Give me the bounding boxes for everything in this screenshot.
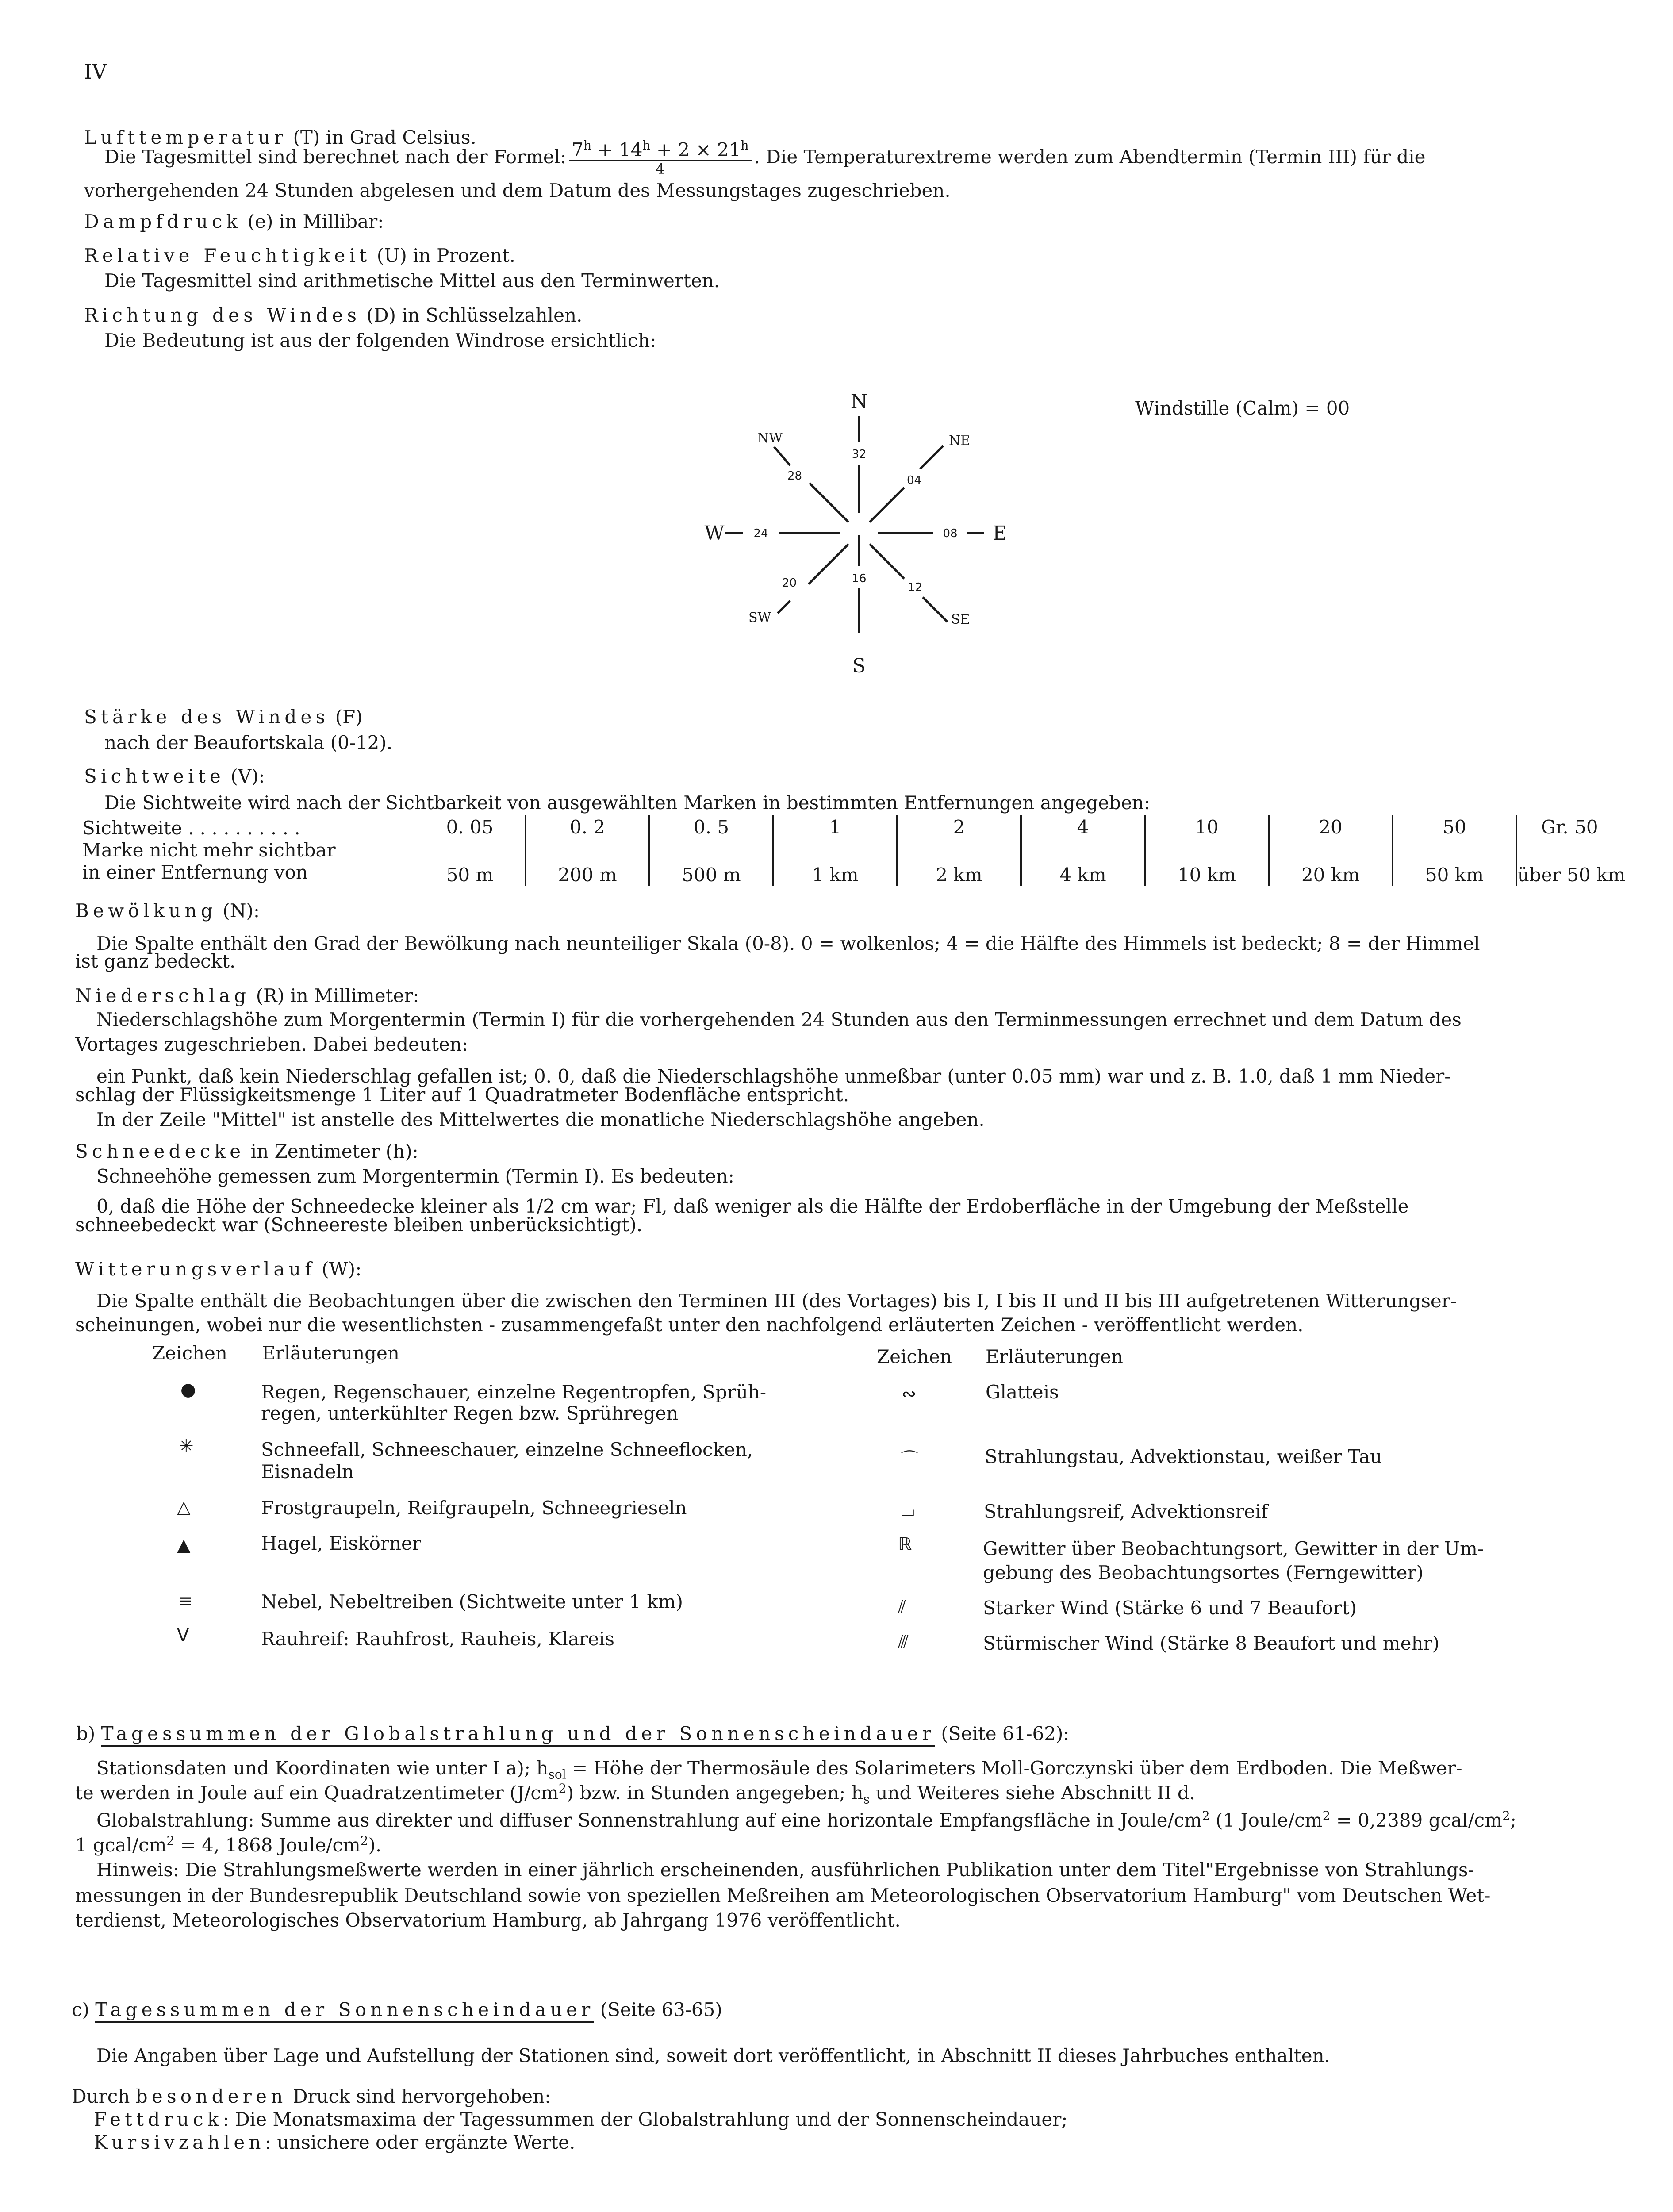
visibility-label-mark: Marke nicht mehr sichtbar	[82, 839, 336, 861]
rose-code-12: 12	[908, 581, 923, 594]
wind-direction-heading: Richtung des Windes (D) in Schlüsselzahlen.	[84, 304, 583, 326]
weather-left-col-expl: Erläuterungen	[262, 1342, 399, 1364]
snow-line3: schneebedeckt war (Schneereste bleiben unberücksichtigt).	[75, 1214, 643, 1236]
section-b-line2: te werden in Joule auf ein Quadratzentimeter $(J/cm^2)$ bzw. in Stunden angegeben; $h_s$ und Weiteres siehe Abschnitt II d.	[75, 1781, 1196, 1807]
thunderstorm-icon: ℝ	[898, 1534, 912, 1555]
precipitation-line1: Niederschlagshöhe zum Morgentermin (Termin I) für die vorhergehenden 24 Stunden aus den Terminmessungen errechnet und dem Datum des	[96, 1009, 1462, 1030]
precipitation-heading: Niederschlag (R) in Millimeter:	[75, 985, 419, 1006]
weather-line1: Die Spalte enthält die Beobachtungen über die zwischen den Terminen III (des Vortages) bis I, I bis II und II bis III aufgetretenen Witterungser-	[96, 1290, 1457, 1312]
wind-direction-line1: Die Bedeutung ist aus der folgenden Windrose ersichtlich:	[104, 330, 656, 351]
section-b-line5: Hinweis: Die Strahlungsmeßwerte werden in einer jährlich erscheinenden, ausführlichen Publikation unter dem Titel"Ergebnisse von Strahlungs-	[96, 1859, 1474, 1881]
cloud-line1: Die Spalte enthält den Grad der Bewölkung nach neunteiliger Skala (0-8). 0 = wolkenlos; 4 = die Hälfte des Himmels ist bedeckt; 8 = der Himmel	[96, 933, 1480, 954]
wind-rose-diagram	[690, 385, 1017, 686]
rose-code-04: 04	[907, 474, 922, 487]
wind-force-line1: nach der Beaufortskala (0-12).	[104, 732, 393, 753]
rose-label-n: N	[850, 390, 868, 413]
precipitation-line4: schlag der Flüssigkeitsmenge 1 Liter auf 1 Quadratmeter Bodenfläche entspricht.	[75, 1084, 849, 1106]
section-b-line7: terdienst, Meteorologisches Observatorium Hamburg, ab Jahrgang 1976 veröffentlicht.	[75, 1909, 901, 1931]
weather-right-col-expl: Erläuterungen	[986, 1346, 1123, 1367]
visibility-col: 4 4 km	[1059, 816, 1106, 886]
hoarfrost-icon: ⌴	[901, 1500, 915, 1520]
rose-label-se: SE	[951, 612, 970, 627]
highlight-italic: Kursivzahlen: unsichere oder ergänzte Werte.	[94, 2131, 576, 2153]
cloud-heading: Bewölkung (N):	[75, 900, 260, 922]
temperature-line2: vorhergehenden 24 Stunden abgelesen und dem Datum des Messungstages zugeschrieben.	[84, 180, 951, 201]
legend-dew-text: Strahlungstau, Advektionstau, weißer Tau	[985, 1446, 1382, 1467]
visibility-col: 20 20 km	[1301, 816, 1360, 886]
temperature-formula-line: Die Tagesmittel sind berechnet nach der Formel: $\frac{7^h + 14^h + 2 \times 21^h}{4}$ . Die Temperaturextreme werden zum Abendtermin (Termin III) für die	[104, 138, 1426, 178]
weather-right-col-sign: Zeichen	[877, 1346, 952, 1367]
vapour-heading: Dampfdruck (e) in Millibar:	[84, 211, 384, 232]
weather-left-col-sign: Zeichen	[152, 1342, 227, 1364]
open-triangle-icon: △	[177, 1497, 191, 1517]
legend-stormywind-text: Stürmischer Wind (Stärke 8 Beaufort und mehr)	[983, 1632, 1439, 1654]
glaze-icon: ∾	[902, 1384, 917, 1404]
rime-icon: V	[177, 1625, 189, 1646]
visibility-heading: Sichtweite (V):	[84, 765, 265, 787]
rose-label-s: S	[852, 655, 866, 677]
humidity-line1: Die Tagesmittel sind arithmetische Mittel aus den Terminwerten.	[104, 270, 720, 292]
calm-note: Windstille (Calm) = 00	[1135, 397, 1350, 419]
stormy-wind-icon: ⫻	[898, 1632, 909, 1652]
filled-triangle-icon: ▲	[177, 1535, 191, 1555]
visibility-label-distance: in einer Entfernung von	[82, 861, 308, 883]
rose-code-08: 08	[943, 527, 958, 540]
visibility-col: 2 2 km	[936, 816, 982, 886]
rose-code-20: 20	[782, 576, 797, 590]
visibility-table	[82, 813, 1626, 892]
section-b-heading: b) Tagessummen der Globalstrahlung und der Sonnenscheindauer (Seite 61-62):	[76, 1724, 1070, 1743]
section-c-line1: Die Angaben über Lage und Aufstellung der Stationen sind, soweit dort veröffentlicht, in Abschnitt II dieses Jahrbuches enthalten.	[96, 2045, 1331, 2066]
snowflake-icon: ✳	[179, 1436, 194, 1456]
legend-rime-text: Rauhreif: Rauhfrost, Rauheis, Klareis	[261, 1628, 614, 1650]
visibility-line1: Die Sichtweite wird nach der Sichtbarkeit von ausgewählten Marken in bestimmten Entfernungen angegeben:	[104, 792, 1151, 814]
rose-label-sw: SW	[748, 610, 771, 626]
section-b-line1: Stationsdaten und Koordinaten wie unter I a); $h_{sol}$ = Höhe der Thermosäule des Solarimeters Moll-Gorczynski über dem Erdboden. Die Meßwer-	[96, 1757, 1462, 1782]
legend-snow-text1: Schneefall, Schneeschauer, einzelne Schneeflocken,	[261, 1439, 753, 1460]
rose-code-24: 24	[753, 527, 768, 540]
legend-fog-text: Nebel, Nebeltreiben (Sichtweite unter 1 km)	[261, 1591, 683, 1613]
rose-label-ne: NE	[949, 433, 971, 449]
fog-icon: ≡	[178, 1591, 193, 1611]
visibility-col: 50 50 km	[1425, 816, 1484, 886]
weather-line2: scheinungen, wobei nur die wesentlichsten - zusammengefaßt unter den nachfolgend erläuterten Zeichen - veröffentlicht werden.	[75, 1314, 1304, 1336]
legend-glaze-text: Glatteis	[986, 1381, 1059, 1403]
temperature-heading: Lufttemperatur (T) in Grad Celsius.	[84, 127, 476, 148]
visibility-col: Gr. 50 über 50 km	[1517, 816, 1626, 886]
section-b-line6: messungen in der Bundesrepublik Deutschland sowie von speziellen Meßreihen am Meteorologischen Observatorium Hamburg" vom Deutschen Wet-	[75, 1885, 1491, 1906]
visibility-col: 0. 2 200 m	[558, 816, 617, 886]
legend-strongwind-text: Starker Wind (Stärke 6 und 7 Beaufort)	[983, 1597, 1357, 1619]
rain-dot-icon: ●	[180, 1379, 196, 1400]
section-b-line4: 1 gcal/$cm^2 = 4$, 1868 Joule/$cm^2$).	[75, 1833, 382, 1856]
legend-thunder-text2: gebung des Beobachtungsortes (Ferngewitter)	[983, 1562, 1424, 1583]
precipitation-line3: ein Punkt, daß kein Niederschlag gefallen ist; 0. 0, daß die Niederschlagshöhe unmeßbar (unter 0.05 mm) war und z. B. 1.0, daß 1 mm Nieder-	[96, 1065, 1451, 1087]
rose-label-nw: NW	[757, 430, 783, 446]
precipitation-line2: Vortages zugeschrieben. Dabei bedeuten:	[75, 1033, 468, 1055]
visibility-label-code: Sichtweite . . . . . . . . . .	[82, 817, 300, 839]
precipitation-line5: In der Zeile "Mittel" ist anstelle des Mittelwertes die monatliche Niederschlagshöhe angeben.	[96, 1109, 985, 1130]
rose-label-e: E	[992, 522, 1007, 545]
highlight-intro: Durch besonderen Druck sind hervorgehoben:	[72, 2085, 551, 2107]
rose-code-28: 28	[787, 469, 802, 483]
wind-force-heading: Stärke des Windes (F)	[84, 706, 363, 728]
temperature-formula: $\frac{7^h + 14^h + 2 \times 21^h}{4}$	[569, 140, 751, 177]
strong-wind-icon: ⫽	[898, 1597, 906, 1617]
legend-graupel-text: Frostgraupeln, Reifgraupeln, Schneegrieseln	[261, 1497, 687, 1519]
dew-icon: ⌒	[901, 1449, 918, 1470]
legend-hoarfrost-text: Strahlungsreif, Advektionsreif	[984, 1501, 1268, 1522]
section-c-heading: c) Tagessummen der Sonnenscheindauer (Seite 63-65)	[72, 2000, 722, 2020]
visibility-col: 10 10 km	[1177, 816, 1236, 886]
visibility-col: 1 1 km	[812, 816, 859, 886]
snow-heading: Schneedecke in Zentimeter (h):	[75, 1141, 418, 1162]
cloud-line2: ist ganz bedeckt.	[75, 950, 236, 972]
rose-label-w: W	[704, 522, 725, 545]
rose-code-32: 32	[852, 448, 867, 461]
visibility-col: 0. 05 50 m	[446, 816, 494, 886]
weather-heading: Witterungsverlauf (W):	[75, 1258, 362, 1280]
snow-line2: 0, daß die Höhe der Schneedecke kleiner als 1/2 cm war; Fl, daß weniger als die Hälfte der Erdoberfläche in der Umgebung der Meßstelle	[96, 1195, 1409, 1217]
legend-rain-text2: regen, unterkühlter Regen bzw. Sprühregen	[261, 1402, 679, 1424]
snow-line1: Schneehöhe gemessen zum Morgentermin (Termin I). Es bedeuten:	[96, 1165, 734, 1187]
legend-rain-text1: Regen, Regenschauer, einzelne Regentropfen, Sprüh-	[261, 1381, 767, 1403]
section-b-line3: Globalstrahlung: Summe aus direkter und diffuser Sonnenstrahlung auf eine horizontale Empfangsfläche in Joule/$cm^2$ (1 Joule/$cm^2 = 0,2389$ gcal/$cm^2$;	[96, 1809, 1516, 1831]
rose-code-16: 16	[852, 572, 867, 585]
visibility-col: 0. 5 500 m	[682, 816, 741, 886]
humidity-heading: Relative Feuchtigkeit (U) in Prozent.	[84, 245, 515, 266]
legend-hail-text: Hagel, Eiskörner	[261, 1532, 421, 1554]
legend-thunder-text1: Gewitter über Beobachtungsort, Gewitter in der Um-	[983, 1538, 1484, 1559]
highlight-bold: Fettdruck: Die Monatsmaxima der Tagessummen der Globalstrahlung und der Sonnenscheindauer;	[94, 2108, 1068, 2130]
page-number: IV	[84, 60, 107, 84]
legend-snow-text2: Eisnadeln	[261, 1461, 354, 1482]
